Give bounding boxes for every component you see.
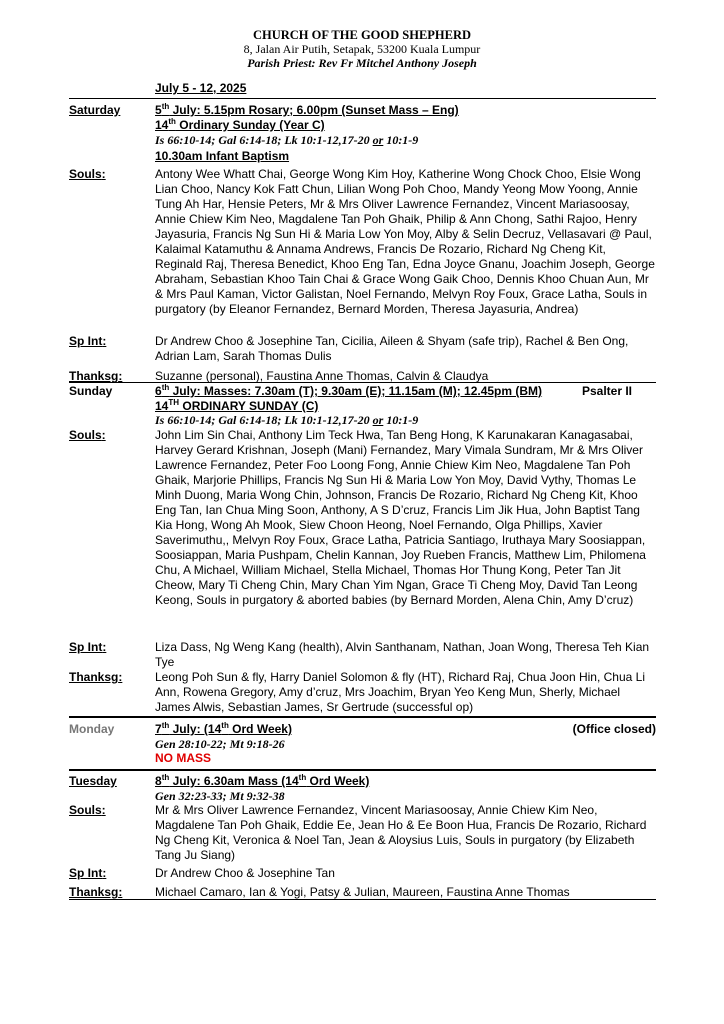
date-text: July: (14 — [169, 722, 222, 736]
spint-label: Sp Int: — [69, 640, 107, 654]
church-header — [0, 28, 724, 70]
psalter: Psalter II — [581, 384, 632, 398]
no-mass-notice: NO MASS — [155, 751, 212, 765]
souls-label: Souls: — [69, 803, 106, 817]
divider — [69, 769, 656, 771]
office-closed: (Office closed) — [572, 722, 656, 736]
tuesday-date-line — [155, 774, 655, 789]
thanks-label-text: Thanksg — [69, 885, 119, 899]
spint-label-text: Sp Int — [69, 334, 103, 348]
souls-label-text: Souls — [69, 803, 102, 817]
spint-label: Sp Int: — [69, 334, 107, 348]
week-text: Ord Week) — [306, 774, 370, 788]
date-suffix: th — [161, 383, 170, 392]
week-suffix: th — [298, 773, 307, 782]
saturday-thanks: Suzanne (personal), Faustina Anne Thomas, Calvin & Claudya — [155, 369, 489, 383]
tuesday-spint: Dr Andrew Choo & Josephine Tan — [155, 866, 335, 880]
week-text: Ord Week) — [228, 722, 292, 736]
monday-readings: Gen 28:10-22; Mt 9:18-26 — [155, 737, 285, 751]
day-label-tuesday: Tuesday — [69, 774, 117, 788]
thanks-label: Thanksg: — [69, 369, 123, 383]
thanks-label-text: Thanksg — [69, 670, 119, 684]
spint-label-text: Sp Int — [69, 866, 103, 880]
souls-label: Souls: — [69, 428, 106, 442]
saturday-date-line — [155, 103, 655, 118]
occasion-number: 14 — [155, 118, 169, 132]
week-suffix: th — [221, 721, 229, 730]
divider — [69, 98, 656, 99]
mass-times: July: Masses: 7.30am (T); 9.30am (E); 11.15am (M); 12.45pm (BM) — [169, 384, 543, 398]
occasion-name: ORDINARY SUNDAY (C) — [179, 399, 319, 413]
divider — [69, 899, 656, 900]
saturday-occasion — [155, 118, 655, 133]
occasion-number: 14 — [155, 399, 169, 413]
thanks-label-text: Thanksg — [69, 369, 119, 383]
readings-alt: 10:1-9 — [383, 133, 419, 147]
sunday-date-line — [155, 384, 655, 399]
date-suffix: th — [161, 102, 170, 111]
divider — [69, 716, 656, 718]
date-number: 8 — [155, 774, 162, 788]
date-number: 6 — [155, 384, 162, 398]
mass-times: July: 5.15pm Rosary; 6.00pm (Sunset Mass – Eng) — [169, 103, 459, 117]
date-number: 5 — [155, 103, 162, 117]
occasion-name: Ordinary Sunday (Year C) — [175, 118, 325, 132]
readings-or: or — [372, 133, 384, 147]
tuesday-readings: Gen 32:23-33; Mt 9:32-38 — [155, 789, 285, 803]
date-suffix: th — [161, 721, 170, 730]
readings-alt: 10:1-9 — [383, 413, 419, 427]
church-name: CHURCH OF THE GOOD SHEPHERD — [252, 28, 472, 42]
tuesday-souls: Mr & Mrs Oliver Lawrence Fernandez, Vincent Mariasoosay, Annie Chiew Kim Neo, Magdalene Tan Poh Ghaik, Eddie Ee, Jean Ho & Ee Boon Hua, Francis De Rozario, Richard Ng Cheng Kit, Veronica & Noel Tan, Jean & Aloysius Luis, Souls in purgatory (by Elizabeth Tang Ju Siang) — [155, 803, 647, 862]
saturday-spint: Dr Andrew Choo & Josephine Tan, Cicilia, Aileen & Shyam (safe trip), Rachel & Ben Ong, Adrian Lam, Sarah Thomas Dulis — [155, 334, 629, 363]
week-range: July 5 - 12, 2025 — [155, 81, 247, 95]
occasion-suffix: th — [168, 117, 176, 126]
souls-label-text: Souls — [69, 428, 102, 442]
sunday-spint: Liza Dass, Ng Weng Kang (health), Alvin Santhanam, Nathan, Joan Wong, Theresa Teh Kian Tye — [155, 640, 650, 669]
church-address: 8, Jalan Air Putih, Setapak, 53200 Kuala Lumpur — [243, 42, 481, 56]
date-text: July: 6.30am Mass (14 — [169, 774, 299, 788]
souls-label: Souls: — [69, 167, 106, 181]
day-label-sunday: Sunday — [69, 384, 113, 398]
parish-priest: Parish Priest: Rev Fr Mitchel Anthony Joseph — [247, 56, 477, 70]
readings-or: or — [372, 413, 384, 427]
sunday-thanks: Leong Poh Sun & fly, Harry Daniel Solomon & fly (HT), Richard Raj, Chua Joon Hin, Chua Li Ann, Rowena Gregory, Amy d’cruz, Mrs Joachim, Bryan Yeo Keng Mun, Sherly, Michael James Alwis, Sebastian James, Sr Gertrude (successful op) — [155, 670, 646, 714]
readings-text: Is 66:10-14; Gal 6:14-18; Lk 10:1-12,17-20 — [155, 413, 373, 427]
sunday-occasion — [155, 399, 655, 414]
day-label-monday: Monday — [69, 722, 115, 736]
saturday-readings — [155, 133, 655, 147]
day-label-saturday: Saturday — [69, 103, 121, 117]
date-suffix: th — [161, 773, 170, 782]
sunday-readings — [155, 413, 655, 427]
occasion-suffix: TH — [168, 398, 180, 407]
date-number: 7 — [155, 722, 162, 736]
saturday-souls: Antony Wee Whatt Chai, George Wong Kim Hoy, Katherine Wong Chock Choo, Elsie Wong Lian Choo, Nancy Kok Fatt Chun, Lilian Wong Poh Choo, Mandy Yeong Mow Yoong, Annie Tung Ah Har, Hensie Peters, Mr & Mrs Oliver Lawrence Fernandez, Vincent Mariasoosay, Annie Chiew Kim Neo, Magdalene Tan Poh Ghaik, Philip & Ann Chong, Sathi Rajoo, Henry Jayasuria, Francis Ng Sun Hi & Maria Low Yon Moy, Alby & Selin Decruz, Vellasavari @ Paul, Kalaimal Katamuthu & Annama Andrews, Francis De Rozario, Richard Ng Cheng Kit, Reginald Raj, Theresa Benedict, Khoo Eng Tan, Edna Joyce Gnanu, Joachim Joseph, George Abraham, Sebastian Khoo Tain Chai & Grace Wong Gaik Choo, Dennis Khoo Chuan Aun, Mr & Mrs Paul Kaman, Victor Galistan, Noel Fernando, Melvyn Roy Foux, Grace Latha, Souls in purgatory (by Eleanor Fernandez, Bernard Morden, Theresa Jayasuria, Andrea) — [155, 167, 655, 316]
souls-label-text: Souls — [69, 167, 102, 181]
readings-text: Is 66:10-14; Gal 6:14-18; Lk 10:1-12,17-20 — [155, 133, 373, 147]
thanks-label: Thanksg: — [69, 670, 123, 684]
spint-label-text: Sp Int — [69, 640, 103, 654]
spint-label: Sp Int: — [69, 866, 107, 880]
tuesday-thanks: Michael Camaro, Ian & Yogi, Patsy & Julian, Maureen, Faustina Anne Thomas — [155, 885, 570, 899]
sunday-souls: John Lim Sin Chai, Anthony Lim Teck Hwa, Tan Beng Hong, K Karunakaran Kanagasabai, Harvey Gerard Krishnan, Joseph (Mani) Fernandez, Mary Vimala Sundram, Mr & Mrs Oliver Lawrence Fernandez, Peter Foo Loong Fong, Annie Chiew Kim Neo, Magdalene Tan Poh Ghaik, Marjorie Phillips, Francis Ng Sun Hi & Maria Low Yon Moy, David Vythy, Thomas Le Minh Duong, Maria Wong Chin, Johnson, Francis De Rozario, Richard Ng Cheng Kit, Khoo Eng Tan, Ian Chua Ming Soon, Anthony, A S D’cruz, Francis Lim Jik Hua, John Baptist Tang Kia Hong, Wong Ah Mook, Siew Choon Heong, Noel Fernando, Olga Phillips, Xavier Saverimuthu,, Melvyn Roy Foux, Grace Latha, Patricia Santiago, Iruthaya Mary Soosiappan, Soosiappan, Maria Pushpam, Chelin Kannan, Joy Rueben Francis, Matthew Lim, Philomena Chu, A Michael, William Michael, Stella Michael, Thomas Hor Thung Kong, Peter Tan Jit Cheow, Mary Ti Cheng Chin, Mary Chan Yim Ngan, Grace Ti Cheng Moy, David Tan Leong Keong, Souls in purgatory & aborted babies (by Bernard Morden, Alena Chin, Amy D’cruz) — [155, 428, 646, 607]
divider — [69, 382, 656, 383]
saturday-baptism: 10.30am Infant Baptism — [155, 149, 290, 163]
thanks-label: Thanksg: — [69, 885, 123, 899]
